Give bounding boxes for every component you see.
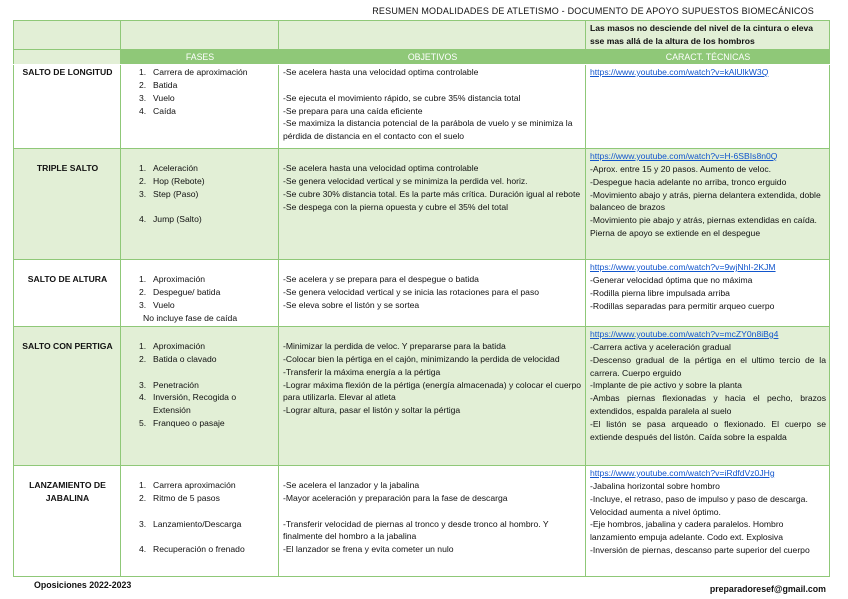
objective-item: -Se acelera hasta una velocidad optima controlable: [283, 66, 479, 77]
technical-cell: [586, 326, 830, 465]
phase-item: 3. Penetración: [139, 379, 199, 390]
technical-item: -Ambas piernas flexionadas y hacia el pecho, brazos extendidos, espalda paralela al suelo: [590, 393, 826, 417]
objective-item: -Lograr máxima flexión de la pértiga (energía almacenada) y colocar el cuerpo para utilizarla. Elevar al atleta: [283, 379, 582, 403]
objective-item: -Se eleva sobre el listón y se sortea: [283, 299, 420, 310]
objective-item: -Se ejecuta el movimiento rápido, se cubre 35% distancia total: [283, 92, 521, 103]
technical-item: -Generar velocidad óptima que no máxima: [590, 274, 753, 285]
phase-item: 1. Carrera aproximación: [139, 479, 236, 490]
phases-cell: [121, 259, 279, 326]
discipline-name: SALTO DE LONGITUD: [14, 64, 121, 148]
technical-cell: [586, 64, 830, 148]
objective-item: -Se genera velocidad vertical y se minimiza la perdida vel. horiz.: [283, 175, 528, 186]
objective-item: -Transferir la máxima energía a la pértiga: [283, 366, 441, 377]
phases-cell: [121, 148, 279, 259]
document-title: RESUMEN MODALIDADES DE ATLETISMO - DOCUMENTO DE APOYO SUPUESTOS BIOMECÁNICOS: [372, 6, 814, 16]
discipline-name: SALTO CON PERTIGA: [14, 326, 121, 465]
top-blank-cell: [279, 21, 586, 50]
technical-item: -Incluye, el retraso, paso de impulso y paso de descarga. Velocidad aumenta a nivel óptimo.: [590, 493, 808, 517]
table-row: [14, 465, 830, 576]
discipline-name: SALTO DE ALTURA: [14, 259, 121, 326]
corner-cell: [14, 21, 121, 50]
objective-item: -Transferir velocidad de piernas al tronco y desde tronco al hombro. Y finalmente del hombro a la jabalina: [283, 518, 549, 542]
technical-item: -El listón se pasa arqueado o flexionado. El cuerpo se extiende después del listón. Caída sobre la espalda: [590, 419, 826, 443]
phase-item: 4. Jump (Salto): [139, 214, 202, 225]
phase-item: 3. Lanzamiento/Descarga: [139, 518, 242, 529]
header-phases: FASES: [121, 49, 279, 64]
technical-item: -Jabalina horizontal sobre hombro: [590, 480, 720, 491]
footer-course: Oposiciones 2022-2023: [34, 580, 132, 590]
technical-item: -Inversión de piernas, descanso parte superior del cuerpo: [590, 545, 810, 556]
phase-item: 3. Vuelo: [139, 92, 175, 103]
footer-email: preparadoresef@gmail.com: [709, 584, 826, 594]
phase-item: 1. Carrera de aproximación: [139, 66, 248, 77]
technical-item: -Descenso gradual de la pértiga en el ultimo tercio de la carrera. Cuerpo erguido: [590, 354, 826, 378]
objectives-cell: [279, 465, 586, 576]
phase-item: 4. Caída: [139, 105, 176, 116]
technical-item: -Aprox. entre 15 y 20 pasos. Aumento de veloc.: [590, 163, 772, 174]
table-row: [14, 148, 830, 259]
phase-item: 3. Step (Paso): [139, 188, 199, 199]
phase-item: 2. Hop (Rebote): [139, 175, 205, 186]
header-objectives: OBJETIVOS: [279, 49, 586, 64]
technical-item: -Eje hombros, jabalina y cadera paralelos. Hombro lanzamiento empuja adelante. Codo ext. Explosiva: [590, 519, 784, 543]
technical-item: -Movimiento pie abajo y atrás, piernas extendidas en caída. Pierna de apoyo se extiende en el despegue: [590, 215, 817, 239]
technical-cell: [586, 465, 830, 576]
technical-note: Las masos no desciende del nivel de la cintura o eleva sse mas allá de la altura de los hombros: [586, 21, 830, 50]
table-row: [14, 259, 830, 326]
objective-item: -Se cubre 30% distancia total. Es la parte más crítica. Duración igual al rebote: [283, 188, 581, 199]
objective-item: -Se genera velocidad vertical y se inicia las rotaciones para el paso: [283, 286, 540, 297]
objective-item: -Se maximiza la distancia potencial de la parábola de vuelo y se minimiza la pérdida de distancia en el contacto con el suelo: [283, 118, 573, 142]
phase-item: 2. Ritmo de 5 pasos: [139, 492, 220, 503]
phase-note: No incluye fase de caída: [143, 312, 238, 323]
video-link[interactable]: https://www.youtube.com/watch?v=kAlUlkW3Q: [590, 66, 769, 77]
table-row: [14, 64, 830, 148]
phase-item: 5. Franqueo o pasaje: [139, 418, 225, 429]
phases-cell: [121, 465, 279, 576]
objective-item: -Se acelera y se prepara para el despegue o batida: [283, 273, 479, 284]
technical-item: -Despegue hacia adelante no arriba, tronco erguido: [590, 176, 787, 187]
phase-item: 2. Despegue/ batida: [139, 286, 221, 297]
video-link[interactable]: https://www.youtube.com/watch?v=H-6SBIs8n0Q: [590, 150, 778, 161]
phase-item: 2. Batida o clavado: [139, 353, 217, 364]
objectives-cell: [279, 148, 586, 259]
objective-item: -Se prepara para una caída eficiente: [283, 105, 423, 116]
phase-item: 4. Recuperación o frenado: [139, 544, 245, 555]
phases-cell: [121, 64, 279, 148]
table-row: [14, 326, 830, 465]
objectives-cell: [279, 64, 586, 148]
phase-item: 1. Aproximación: [139, 273, 206, 284]
phase-item: 4. Inversión, Recogida o Extensión: [139, 392, 237, 416]
technical-item: -Rodillas separadas para permitir arqueo cuerpo: [590, 300, 775, 311]
technical-cell: [586, 259, 830, 326]
phases-cell: [121, 326, 279, 465]
technical-cell: [586, 148, 830, 259]
technical-item: -Movimiento abajo y atrás, pierna delantera extendida, doble balanceo de brazos: [590, 189, 821, 213]
video-link[interactable]: https://www.youtube.com/watch?v=mcZY0n8iBg4: [590, 328, 779, 339]
header-blank-cell: [14, 49, 121, 64]
objective-item: -Se acelera el lanzador y la jabalina: [283, 479, 420, 490]
phase-item: 2. Batida: [139, 79, 178, 90]
phase-item: 1. Aceleración: [139, 162, 198, 173]
objective-item: -Se despega con la pierna opuesta y cubre el 35% del total: [283, 201, 509, 212]
header-technical: CARACT. TÉCNICAS: [586, 49, 830, 64]
video-link[interactable]: https://www.youtube.com/watch?v=iRdfdVz0JHg: [590, 467, 775, 478]
phase-item: 1. Aproximación: [139, 340, 206, 351]
technical-item: -Carrera activa y aceleración gradual: [590, 341, 731, 352]
discipline-name: TRIPLE SALTO: [14, 148, 121, 259]
objectives-cell: [279, 326, 586, 465]
technical-item: -Implante de pie activo y sobre la planta: [590, 380, 742, 391]
objective-item: -Colocar bien la pértiga en el cajón, minimizando la perdida de velocidad: [283, 353, 560, 364]
objective-item: -El lanzador se frena y evita cometer un nulo: [283, 544, 454, 555]
phase-item: 3. Vuelo: [139, 299, 175, 310]
objectives-cell: [279, 259, 586, 326]
objective-item: -Minimizar la perdida de veloc. Y prepararse para la batida: [283, 340, 506, 351]
discipline-name: LANZAMIENTO DE JABALINA: [14, 465, 121, 576]
top-blank-cell: [121, 21, 279, 50]
objective-item: -Lograr altura, pasar el listón y soltar la pértiga: [283, 405, 461, 416]
objective-item: -Se acelera hasta una velocidad optima controlable: [283, 162, 479, 173]
objective-item: -Mayor aceleración y preparación para la fase de descarga: [283, 492, 508, 503]
technical-item: -Rodilla pierna libre impulsada arriba: [590, 287, 730, 298]
summary-table: [13, 20, 830, 577]
video-link[interactable]: https://www.youtube.com/watch?v=9wjNhI-2KJM: [590, 261, 776, 272]
